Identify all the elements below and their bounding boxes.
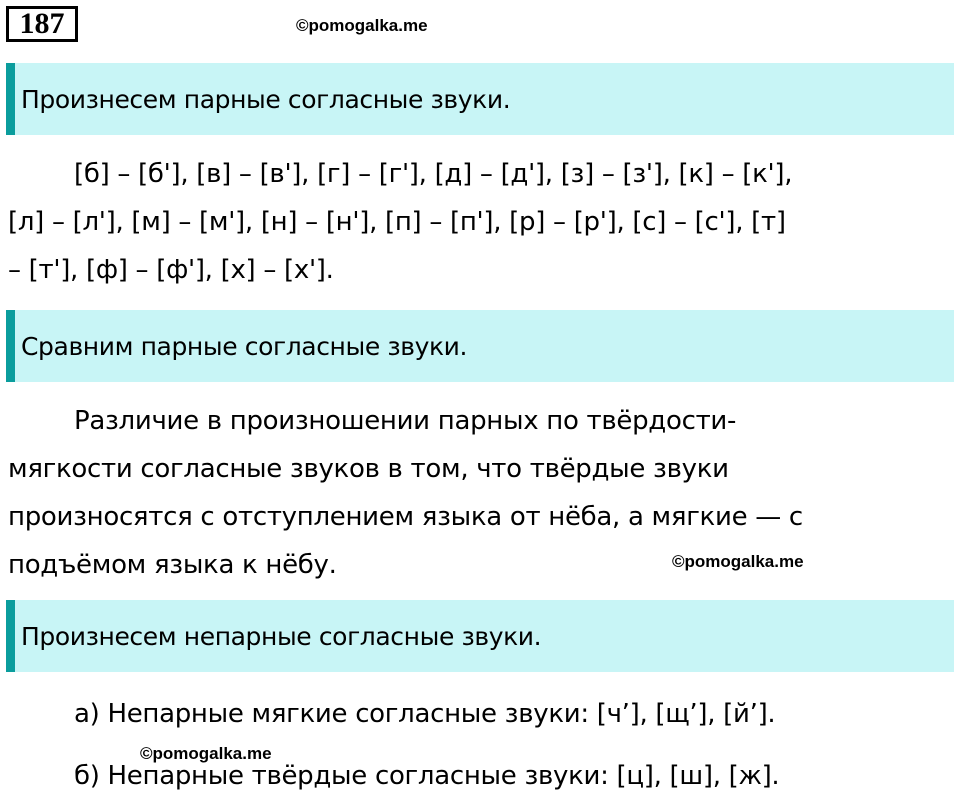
- task-number-badge: [6, 6, 78, 42]
- list-item-soft: а) Непарные мягкие согласные звуки: [ч’], [щ’], [й’].: [74, 699, 776, 729]
- text-line: [б] – [б'], [в] – [в'], [г] – [г'], [д] – [д'], [з] – [з'], [к] – [к'],: [74, 159, 793, 189]
- section-heading-text: Произнесем парные согласные звуки.: [21, 84, 511, 114]
- section-heading-paired-pronounce: [6, 63, 954, 135]
- section-heading-text: Произнесем непарные согласные звуки.: [21, 621, 542, 651]
- text-line: Различие в произношении парных по твёрдости-: [74, 406, 737, 436]
- watermark-middle: ©pomogalka.me: [672, 552, 804, 571]
- text-line: мягкости согласные звуков в том, что твёрдые звуки: [8, 454, 729, 484]
- section-heading-unpaired: [6, 600, 954, 672]
- section-heading-text: Сравним парные согласные звуки.: [21, 331, 468, 361]
- paired-consonants-list: [8, 150, 908, 294]
- list-item-hard: б) Непарные твёрдые согласные звуки: [ц], [ш], [ж].: [74, 761, 780, 791]
- text-line: подъёмом языка к нёбу.: [8, 550, 337, 580]
- text-line: [л] – [л'], [м] – [м'], [н] – [н'], [п] – [п'], [р] – [р'], [с] – [с'], [т]: [8, 207, 786, 237]
- task-number: 187: [19, 7, 65, 40]
- watermark-bottom: ©pomogalka.me: [140, 744, 272, 763]
- watermark-top: ©pomogalka.me: [296, 16, 428, 35]
- text-line: произносятся с отступлением языка от нёба, а мягкие — с: [8, 502, 803, 532]
- section-heading-paired-compare: [6, 310, 954, 382]
- text-line: – [т'], [ф] – [ф'], [х] – [х'].: [8, 255, 334, 285]
